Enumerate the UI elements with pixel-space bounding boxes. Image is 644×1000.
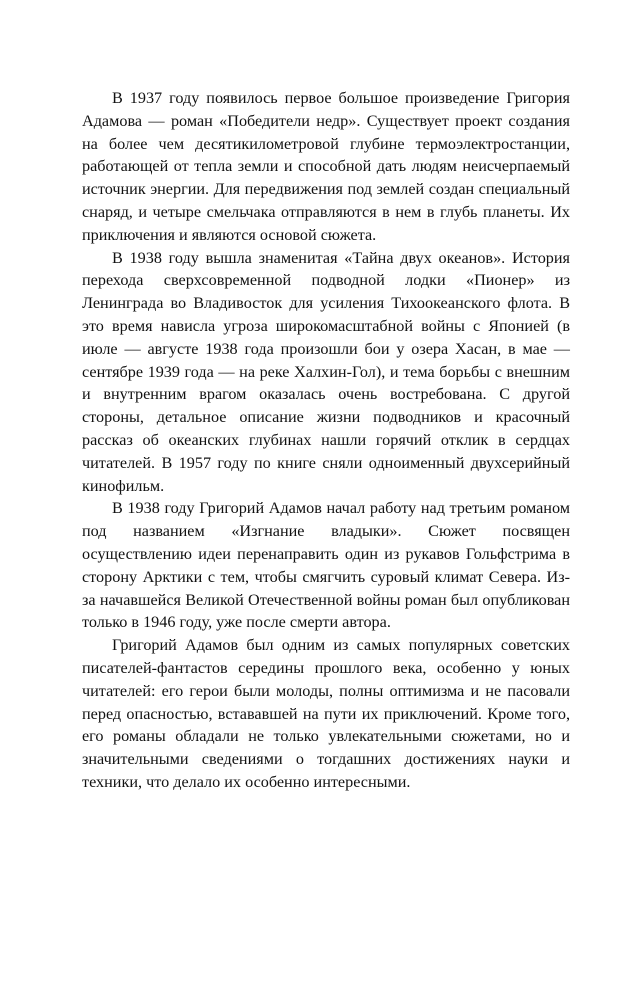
body-text — [82, 87, 570, 794]
paragraph-4: Григорий Адамов был одним из самых популярных советских писателей-фантастов середины прошлого века, особенно у юных читателей: его герои были молоды, полны оптимизма и не пасовали перед опасностью, встававшей на пути их приключений. Кроме того, его романы обладали не только увлекательными сюжетами, но и значительными сведениями о тогдашних достижениях науки и техники, что делало их особенно интересными. — [82, 636, 570, 791]
paragraph-1: В 1937 году появилось первое большое произведение Григория Адамова — роман «Победители недр». Существует проект создания на более чем десятикилометровой глубине термоэлектростанции, работающей от тепла земли и способной дать людям неисчерпаемый источник энергии. Для передвижения под землей создан специальный снаряд, и четыре смельчака отправляются в нем в глубь планеты. Их приключения и являются основой сюжета. — [82, 89, 570, 244]
paragraph-2: В 1938 году вышла знаменитая «Тайна двух океанов». История перехода сверхсовременной подводной лодки «Пионер» из Ленинграда во Владивосток для усиления Тихоокеанского флота. В это время нависла угроза широкомасштабной войны с Японией (в июле — августе 1938 года произошли бои у озера Хасан, в мае — сентябре 1939 года — на реке Халхин-Гол), и тема борьбы с внешним и внутренним врагом оказалась очень востребована. С другой стороны, детальное описание жизни подводников и красочный рассказ об океанских глубинах нашли горячий отклик в сердцах читателей. В 1957 году по книге сняли одноименный двухсерийный кинофильм. — [82, 248, 570, 495]
paragraph-3: В 1938 году Григорий Адамов начал работу над третьим романом под названием «Изгнание владыки». Сюжет посвящен осуществлению идеи перенаправить один из рукавов Гольфстрима в сторону Арктики с тем, чтобы смягчить суровый климат Севера. Из-за начавшейся Великой Отечественной войны роман был опубликован только в 1946 году, уже после смерти автора. — [82, 499, 570, 632]
